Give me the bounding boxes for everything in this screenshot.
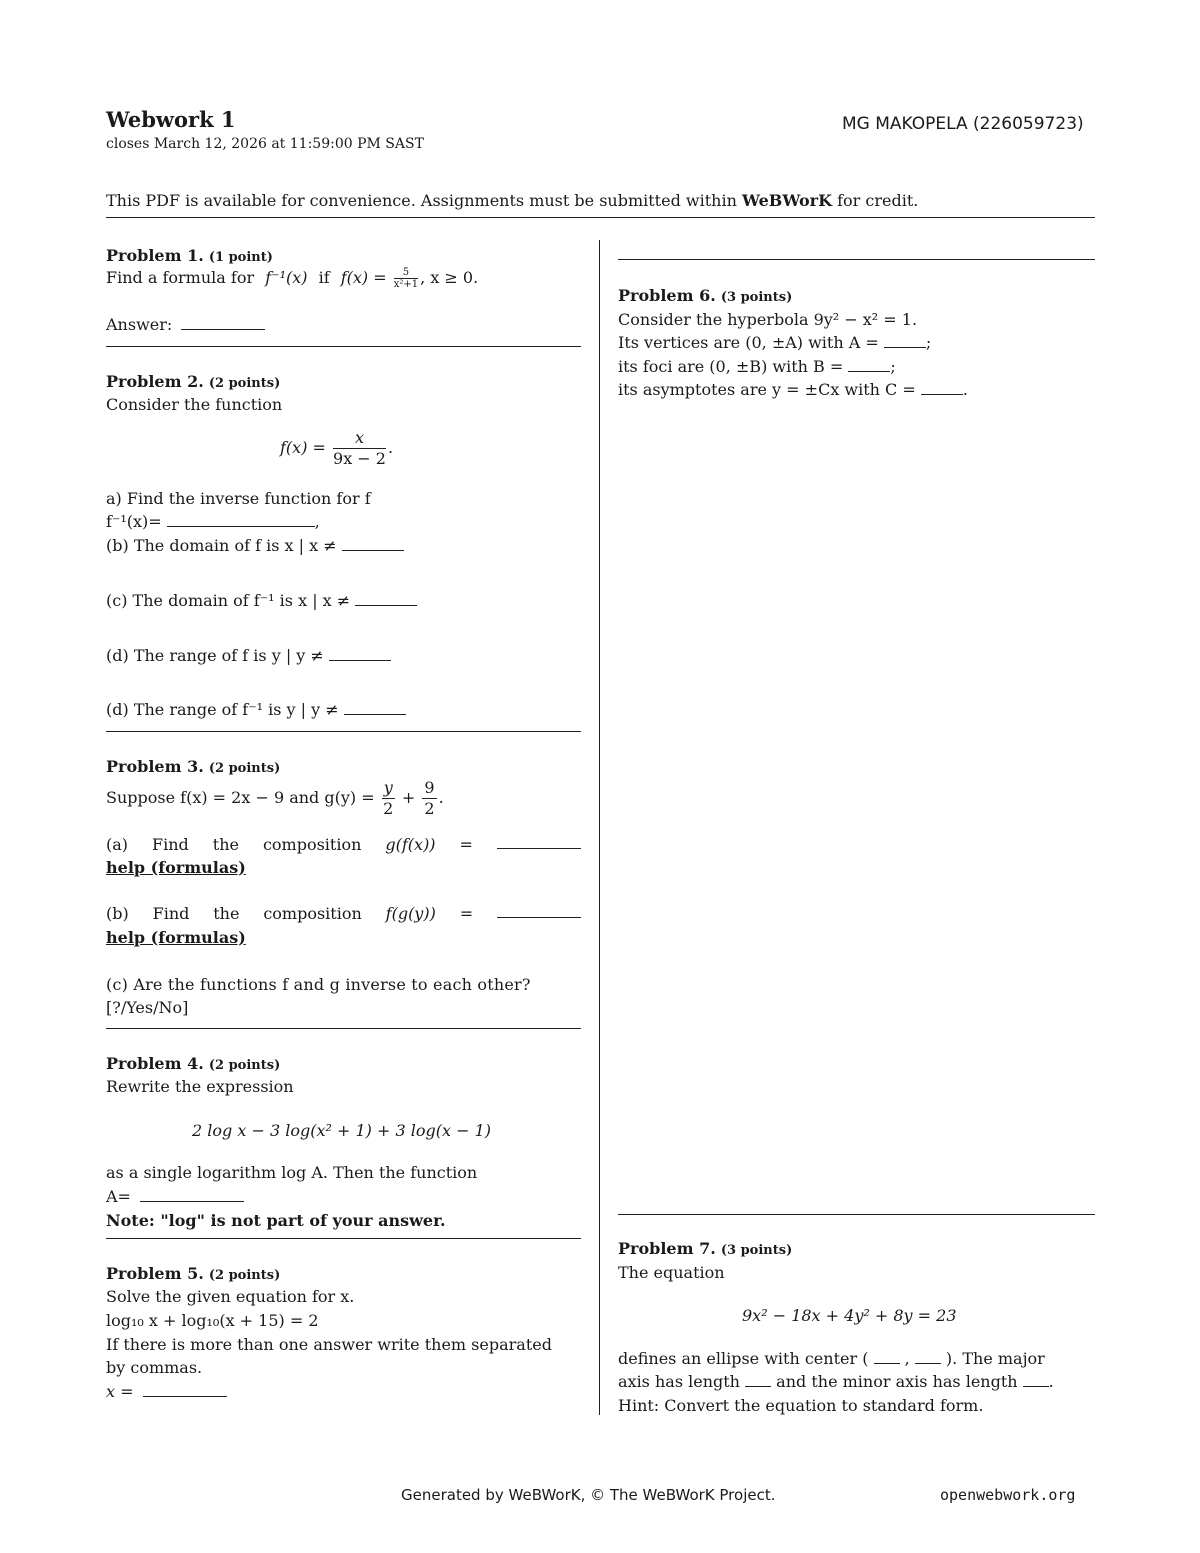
p3-b-w1: Find <box>152 904 190 923</box>
p3-suppose-text: Suppose f(x) = 2x − 9 and g(y) = <box>106 788 375 807</box>
p7-l1b: , <box>904 1349 910 1368</box>
p1-cond: , x ≥ 0. <box>420 268 479 287</box>
p4-intro: Rewrite the expression <box>106 1077 294 1096</box>
problem-points: (2 points) <box>208 1058 281 1073</box>
p3-a-w4: g(f(x)) <box>385 835 436 854</box>
p4-a-field[interactable] <box>140 1187 244 1202</box>
p1-text: Find a formula for <box>106 268 255 287</box>
p2-a-label: f⁻¹(x)= <box>106 512 162 531</box>
p1-num: 5 <box>394 267 418 279</box>
p7-major-field[interactable] <box>745 1372 771 1387</box>
p4-as-single: as a single logarithm log A. Then the function <box>106 1163 478 1182</box>
p1-finv: f⁻¹(x) <box>265 268 308 287</box>
notice-brand: WeBWorK <box>741 191 832 210</box>
p4-note: Note: "log" is not part of your answer. <box>106 1211 446 1230</box>
problem-7-heading <box>618 1238 792 1262</box>
p4-answer <box>106 1186 244 1208</box>
p2-d1 <box>106 645 391 667</box>
p3-b-w5: = <box>459 904 474 923</box>
problem-points: (2 points) <box>208 1268 281 1283</box>
problem-heading: Problem 1. <box>106 246 204 265</box>
problem-points: (3 points) <box>720 290 793 305</box>
p3-a-w0: (a) <box>106 835 129 854</box>
p3-num1: y <box>383 778 393 797</box>
p7-l1 <box>618 1348 1045 1370</box>
problem-heading: Problem 3. <box>106 757 204 776</box>
p1-if: if <box>318 268 330 287</box>
p3-den1: 2 <box>383 799 394 818</box>
p3-a-w5: = <box>459 835 473 854</box>
p3-b-w3: composition <box>263 904 362 923</box>
p7-hint: Hint: Convert the equation to standard form. <box>618 1396 984 1415</box>
p5-answer <box>106 1381 227 1403</box>
rule-p4 <box>106 1238 581 1239</box>
p2-equation <box>280 428 393 469</box>
p3-c-select[interactable]: [?/Yes/No] <box>106 998 189 1017</box>
problem-5-heading <box>106 1263 280 1287</box>
p2-d2-field[interactable] <box>344 700 406 715</box>
p6-a-field[interactable] <box>884 333 926 348</box>
header-rule <box>106 217 1095 218</box>
p5-equation: log₁₀ x + log₁₀(x + 15) = 2 <box>106 1311 319 1330</box>
p3-b <box>106 903 581 925</box>
p5-l1: If there is more than one answer write them separated <box>106 1335 552 1354</box>
p3-suppose <box>106 777 444 819</box>
p6-l2: Its vertices are (0, ±A) with A = ; <box>618 333 932 352</box>
p3-a-w3: composition <box>262 835 362 854</box>
p4-expression: 2 log x − 3 log(x² + 1) + 3 log(x − 1) <box>192 1121 491 1140</box>
p7-l1c: ). The major <box>945 1349 1045 1368</box>
p3-b-w2: the <box>213 904 240 923</box>
p3-a-w1: Find <box>152 835 189 854</box>
p2-fraction <box>333 428 386 469</box>
footer-site-link[interactable]: openwebwork.org <box>940 1486 1076 1504</box>
problem-heading: Problem 6. <box>618 286 716 305</box>
problem-1-answer <box>106 314 265 336</box>
p3-b-w0: (b) <box>106 904 129 923</box>
p3-b-help-link[interactable]: help (formulas) <box>106 928 246 947</box>
notice <box>106 190 918 212</box>
student-name: MG MAKOPELA (226059723) <box>842 114 1084 134</box>
p2-d1-field[interactable] <box>329 646 391 661</box>
problem-1-heading <box>106 245 273 269</box>
p7-minor-field[interactable] <box>1023 1372 1049 1387</box>
p3-frac-2 <box>422 778 436 819</box>
p7-l2c: . <box>1048 1372 1054 1391</box>
p1-den: x²+1 <box>393 279 419 290</box>
p2-c <box>106 590 417 612</box>
p1-answer-field[interactable] <box>181 315 265 330</box>
p6-l1: Consider the hyperbola 9y² − x² = 1. <box>618 310 918 329</box>
closes-date: closes March 12, 2026 at 11:59:00 PM SAST <box>106 136 424 152</box>
p2-a-end: , <box>314 512 320 531</box>
p2-b-text: (b) The domain of f is x | x ≠ <box>106 536 337 555</box>
p2-eq-num: x <box>333 428 386 449</box>
p1-fraction <box>394 267 418 290</box>
p2-eq-end: . <box>387 438 394 457</box>
p7-center-y-field[interactable] <box>915 1349 941 1364</box>
p7-intro: The equation <box>618 1263 725 1282</box>
p4-a-label: A= <box>106 1187 131 1206</box>
p6-c-field[interactable] <box>921 380 963 395</box>
p2-c-text: (c) The domain of f⁻¹ is x | x ≠ <box>106 591 351 610</box>
p2-a: a) Find the inverse function for f <box>106 489 371 508</box>
p6-l4: its asymptotes are y = ±Cx with C = . <box>618 380 968 399</box>
rule-p6-bottom <box>618 1214 1095 1215</box>
p7-l2 <box>618 1371 1054 1393</box>
column-divider <box>599 240 600 1415</box>
p7-center-x-field[interactable] <box>874 1349 900 1364</box>
p3-b-w4: f(g(y)) <box>385 904 436 923</box>
p5-x-label: x = <box>106 1382 134 1401</box>
problem-6-heading <box>618 285 792 309</box>
p7-l1a: defines an ellipse with center ( <box>618 1349 869 1368</box>
p6-l4-text: its asymptotes are y = ±Cx with C = <box>618 380 916 399</box>
p3-a-help-link[interactable]: help (formulas) <box>106 858 246 877</box>
p7-l2a: axis has length <box>618 1372 740 1391</box>
p1-answer-label: Answer: <box>106 315 173 334</box>
p5-l2: by commas. <box>106 1358 203 1377</box>
problem-heading: Problem 5. <box>106 1264 204 1283</box>
p6-l2-text: Its vertices are (0, ±A) with A = <box>618 333 879 352</box>
p3-frac-1 <box>382 778 395 819</box>
p2-b <box>106 535 404 557</box>
footer-generated: Generated by WeBWorK, © The WeBWorK Project. <box>401 1486 776 1504</box>
p2-intro: Consider the function <box>106 395 283 414</box>
rule-p3 <box>106 1028 581 1029</box>
p3-den2: 2 <box>424 799 435 818</box>
problem-points: (1 point) <box>208 250 273 265</box>
problem-points: (3 points) <box>720 1243 793 1258</box>
p5-intro: Solve the given equation for x. <box>106 1287 355 1306</box>
p2-eq-lhs: f(x) = <box>280 438 326 457</box>
p6-l3-text: its foci are (0, ±B) with B = <box>618 357 844 376</box>
p6-l3: its foci are (0, ±B) with B = ; <box>618 357 896 376</box>
problem-2-heading <box>106 371 280 395</box>
p3-c-line1: (c) Are the functions f and g inverse to each other? <box>106 975 531 994</box>
p3-end: . <box>438 788 444 807</box>
notice-suffix: for credit. <box>832 191 919 210</box>
problem-heading: Problem 2. <box>106 372 204 391</box>
notice-prefix: This PDF is available for convenience. Assignments must be submitted within <box>106 191 742 210</box>
p5-x-field[interactable] <box>143 1382 227 1397</box>
p2-eq-den: 9x − 2 <box>333 449 386 468</box>
p3-b-field[interactable] <box>497 903 581 918</box>
p6-b-field[interactable] <box>848 357 890 372</box>
p2-d1-text: (d) The range of f is y | y ≠ <box>106 646 324 665</box>
p3-a-w2: the <box>212 835 239 854</box>
rule-p2 <box>106 731 581 732</box>
problem-heading: Problem 4. <box>106 1054 204 1073</box>
problem-points: (2 points) <box>208 376 281 391</box>
p3-plus: + <box>401 788 416 807</box>
problem-4-heading <box>106 1053 280 1077</box>
p3-a-field[interactable] <box>497 834 581 849</box>
problem-1-text <box>106 267 478 290</box>
p7-equation: 9x² − 18x + 4y² + 8y = 23 <box>742 1306 957 1325</box>
p2-a-field[interactable] <box>167 512 315 527</box>
p2-d2-text: (d) The range of f⁻¹ is y | y ≠ <box>106 700 339 719</box>
p2-b-field[interactable] <box>342 536 404 551</box>
p2-c-field[interactable] <box>355 591 417 606</box>
page-title: Webwork 1 <box>106 107 236 132</box>
problem-points: (2 points) <box>208 761 281 776</box>
rule-p1 <box>106 346 581 347</box>
p3-a <box>106 834 581 856</box>
p7-l2b: and the minor axis has length <box>776 1372 1018 1391</box>
p1-fx: f(x) = <box>340 268 387 287</box>
p3-num2: 9 <box>424 778 435 797</box>
problem-heading: Problem 7. <box>618 1239 716 1258</box>
p2-a-line <box>106 511 320 533</box>
p2-d2 <box>106 699 406 721</box>
rule-p6-top <box>618 259 1095 260</box>
